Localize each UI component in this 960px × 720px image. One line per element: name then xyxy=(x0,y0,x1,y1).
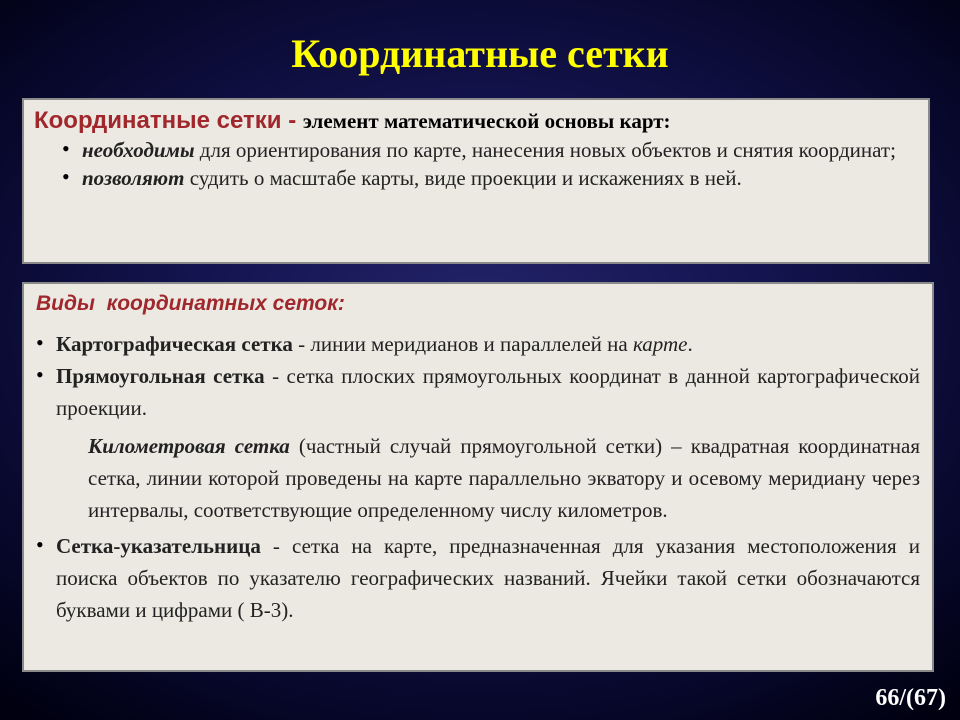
bullet-text: - сетка на карте, предназначенная для указания местоположения и поиска объектов по указателю географических названий. Ячейки такой сетки обозначаются буквами и цифрами ( В-3). xyxy=(56,534,920,622)
bullet-italic: карте xyxy=(632,332,688,356)
bullet-end: . xyxy=(687,332,693,356)
bullet-emphasis: позволяют xyxy=(82,166,185,190)
list-item xyxy=(36,530,920,626)
bullet-text: - линии меридианов и параллелей на xyxy=(292,332,633,356)
list-item xyxy=(36,328,920,360)
bullet-emphasis: необходимы xyxy=(82,138,195,162)
bullet-icon: • xyxy=(62,164,70,189)
definition-box xyxy=(22,98,930,264)
bullet-icon: • xyxy=(36,330,44,355)
list-item xyxy=(62,164,916,192)
bullet-icon: • xyxy=(36,532,44,557)
page-number: 66/(67) xyxy=(875,685,946,711)
definition-dash: - xyxy=(281,107,303,134)
bullet-text: судить о масштабе карты, виде проекции и искажениях в ней. xyxy=(184,166,742,190)
bullet-term: Прямоугольная сетка xyxy=(56,364,265,388)
definition-text: элемент математической основы карт: xyxy=(302,109,671,133)
slide-title: Координатные сетки xyxy=(291,31,669,76)
grid-types-heading: Виды координатных сеток: xyxy=(36,292,345,315)
definition-term: Координатные сетки xyxy=(34,107,282,134)
bullet-term: Сетка-указательница xyxy=(56,534,261,558)
grid-types-box xyxy=(22,282,934,672)
bullet-icon: • xyxy=(62,136,70,161)
sub-paragraph-text: (частный случай прямоугольной сетки) – квадратная координатная сетка, линии которой проведены на карте параллельно экватору и осевому меридиану через интервалы, соответствующие определенному числу километров. xyxy=(88,434,920,522)
sub-paragraph xyxy=(88,430,920,526)
bullet-text: для ориентирования по карте, нанесения новых объектов и снятия координат; xyxy=(194,138,896,162)
bullet-icon: • xyxy=(36,362,44,387)
bullet-term: Картографическая сетка xyxy=(56,332,293,356)
definition-heading xyxy=(34,106,916,136)
list-item xyxy=(62,136,916,164)
list-item xyxy=(36,360,920,424)
sub-paragraph-term: Километровая сетка xyxy=(88,434,290,458)
bullet-text: - сетка плоских прямоугольных координат в данной картографической проекции. xyxy=(56,364,920,420)
